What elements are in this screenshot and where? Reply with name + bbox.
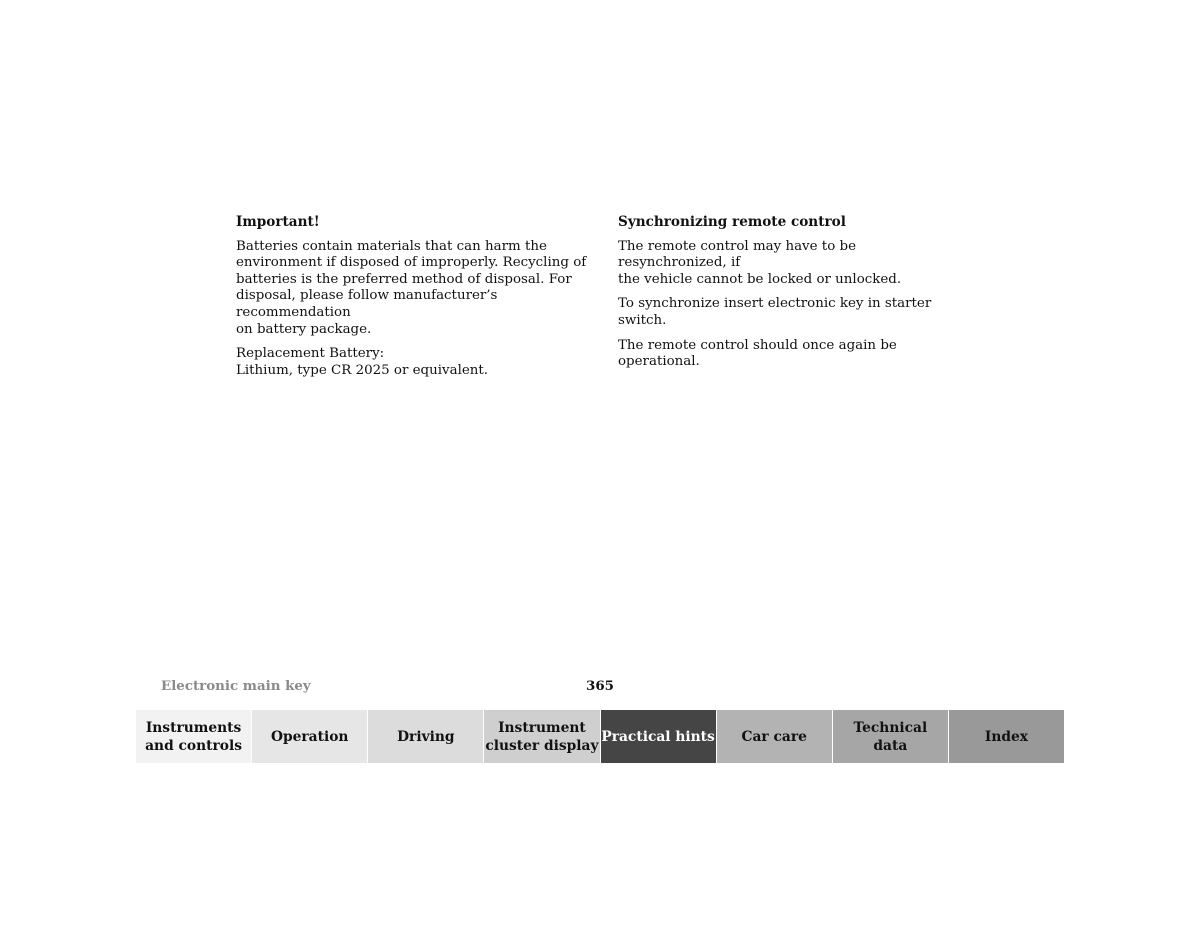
- insert-key-paragraph: To synchronize insert electronic key in starter switch.: [618, 296, 932, 328]
- tab-car-care[interactable]: Car care: [717, 710, 833, 763]
- page-number: 365: [586, 678, 614, 694]
- tab-index[interactable]: Index: [949, 710, 1064, 763]
- replacement-battery-paragraph: Replacement Battery: Lithium, type CR 2025 or equivalent.: [236, 346, 489, 378]
- synchronizing-heading: Synchronizing remote control: [618, 214, 846, 230]
- tab-operation[interactable]: Operation: [252, 710, 368, 763]
- tab-driving[interactable]: Driving: [368, 710, 484, 763]
- important-section: [236, 214, 596, 387]
- section-title: Electronic main key: [161, 678, 311, 694]
- chapter-tab-bar: [136, 710, 1064, 763]
- tab-instruments-and-controls[interactable]: Instruments and controls: [136, 710, 252, 763]
- synchronizing-section: [618, 214, 968, 379]
- battery-disposal-paragraph: Batteries contain materials that can harm the environment if disposed of improperly. Recycling of batteries is the preferred method of disposal. For disposal, please follow manufacturer’s recommendation on battery package.: [236, 238, 587, 337]
- resync-paragraph: The remote control may have to be resynchronized, if the vehicle cannot be locked or unlocked.: [618, 238, 902, 287]
- tab-practical-hints[interactable]: Practical hints: [601, 710, 717, 763]
- tab-instrument-cluster-display[interactable]: Instrument cluster display: [484, 710, 600, 763]
- operational-paragraph: The remote control should once again be operational.: [618, 337, 897, 370]
- tab-technical-data[interactable]: Technical data: [833, 710, 949, 763]
- important-heading: Important!: [236, 214, 320, 230]
